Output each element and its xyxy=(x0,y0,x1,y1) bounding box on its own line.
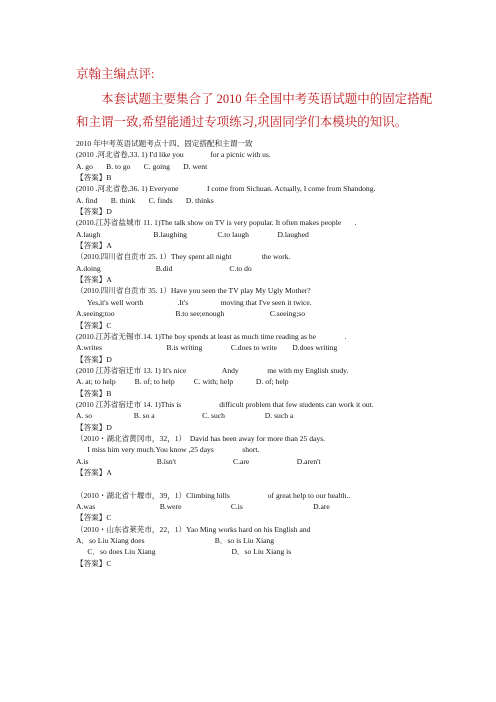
exercise-line: A. so B. so a C. such D. such a xyxy=(76,411,294,421)
answer-line: 【答案】A xyxy=(76,241,112,251)
answer-line: 【答案】C xyxy=(76,558,112,568)
answer-line: 【答案】B xyxy=(76,388,112,398)
exercise-content xyxy=(76,138,436,569)
exercise-line: Yes,it's well worth .It's moving that I've seen it twice. xyxy=(76,297,312,307)
answer-line: 【答案】D xyxy=(76,207,112,217)
exercise-line: A．so Liu Xiang does B．so is Liu Xiang xyxy=(76,536,275,546)
exercise-line: A.writes B.is writing C.does to write D.does writing xyxy=(76,343,338,353)
answer-line: 【答案】A xyxy=(76,275,112,285)
exercise-line: I miss him very much.You know ,25 days short. xyxy=(76,445,260,455)
editor-comment-body: 本套试题主要集合了 2010 年全国中考英语试题中的固定搭配和主谓一致,希望能通过专项练习,巩固同学们本模块的知识。 xyxy=(76,92,433,129)
exercise-line: （2010.四川省自贡市 25. 1）They spent all night the work. xyxy=(76,252,291,262)
exercise-line: (2010.江苏省盐城市 11. 1)The talk show on TV is very popular. It often makes people . xyxy=(76,218,357,228)
exercise-line: A. find B. think C. finds D. thinks xyxy=(76,195,214,205)
exercise-line: C．so does Liu Xiang D．so Liu Xiang is xyxy=(76,547,292,557)
answer-line: 【答案】C xyxy=(76,513,112,523)
exercise-line: （2010.四川省自贡市 35. 1）Have you seen the TV play My Ugly Mother? xyxy=(76,286,311,296)
exercise-line: (2010 江苏省宿迁市 13. 1) It's nice Andy me with my English study. xyxy=(76,365,349,375)
exercise-line: （2010・湖北省十堰市，39，1）Climbing hills of great help to our health.. xyxy=(76,490,351,500)
exercise-line: A. at; to help B. of; to help C. with; help D. of; help xyxy=(76,377,289,387)
exercise-line: (2010.江苏省无锡市.14. 1)The boy spends at least as much time reading as he . xyxy=(76,331,347,341)
exercise-line: (2010 江苏省宿迁市 14. 1)This is difficult problem that few students can work it out. xyxy=(76,399,374,409)
exercise-line: A.is B.isn't C.are D.aren't xyxy=(76,456,321,466)
answer-line: 【答案】A xyxy=(76,467,112,477)
answer-line: 【答案】C xyxy=(76,320,112,330)
exercise-line xyxy=(76,478,436,489)
exercise-line: A.seeing;too B.to see;enough C.seeing;so xyxy=(76,309,306,319)
answer-line: 【答案】D xyxy=(76,422,112,432)
exercise-line: A.laugh B.laughing C.to laugh D.laughed xyxy=(76,229,309,239)
exercise-line: A. go B. to go C. going D. went xyxy=(76,161,208,171)
exercise-line: (2010 .河北省卷,36. 1) Everyone I come from Sichuan. Actually, I come from Shandong. xyxy=(76,184,376,194)
answer-line: 【答案】B xyxy=(76,173,112,183)
exercise-line: (2010 .河北省卷,33. 1) I'd like you for a picnic with us. xyxy=(76,150,271,160)
answer-line: 【答案】D xyxy=(76,354,112,364)
section-heading: 2010 年中考英语试题考点十四、固定搭配和主谓一致 xyxy=(76,139,253,148)
exercise-lines xyxy=(76,149,436,569)
exercise-line: （2010・山东省莱芜市，22，1）Yao Ming works hard on his English and xyxy=(76,524,311,534)
exercise-line: （2010・湖北省黄冈市，32，1） David has been away for more than 25 days. xyxy=(76,433,326,443)
exercise-line: A.was B.were C.is D.are xyxy=(76,502,330,511)
editor-comment-title: 京翰主编点评: xyxy=(76,67,155,81)
exercise-line: A.doing B.did C.to do xyxy=(76,263,252,273)
